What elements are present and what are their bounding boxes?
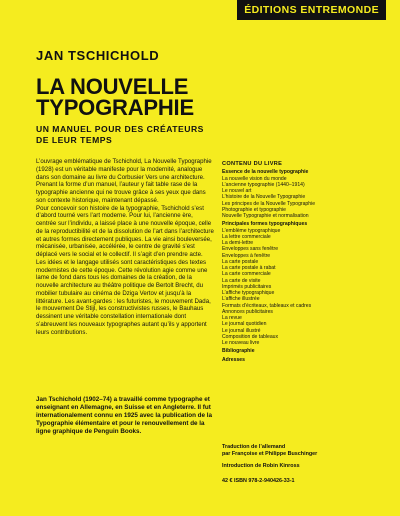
toc-item: Le journal quotidien	[222, 321, 267, 328]
toc-item: La revue	[222, 315, 242, 321]
table-of-contents	[222, 161, 392, 363]
subtitle-line: UN MANUEL POUR DES CRÉATEURS	[36, 124, 204, 134]
toc-item: L’affiche typographique	[222, 290, 275, 296]
subtitle-line: DE LEUR TEMPS	[36, 134, 113, 145]
toc-item: Les principes de la Nouvelle Typographie	[222, 200, 316, 207]
description-paragraph: Pour concevoir son histoire de la typographie, Tschichold s’est d’abord tourné vers l’art moderne. Pour lui, l’ancienne ère, centrée sur l’individu, a laissé place à une nouvelle époque, celle de la reproductibilité et de la dissolution de l’art dans l’architecture et autres formes directement publiques. La vie ainsi bouleversée, mécanisée, urbanisée, accélérée, le centre de gravité s’est déplacé vers le social et le collectif. Il s’agit d’en prendre acte.	[36, 204, 214, 258]
toc-sections	[222, 169, 392, 363]
publisher-badge: ÉDITIONS ENTREMONDE	[237, 0, 386, 20]
description-paragraph: Les idées et le langage utilisés sont caractéristiques des textes modernistes de cette époque. Cette révolution agie comme une lame de fond dans tous les domaines de la création, de la nouvelle architecture au théâtre politique de Bertolt Brecht, du mobilier tubulaire au cinéma de Dziga Vertov et jusqu’à la littérature. Les avant-gardes : les futuristes, le mouvement Dada, le mouvement De Stijl, les constructivistes russes, le Bauhaus dessinent une véritable constellation internationale dont s’abreuvent les nouveaux typographes autant qu’ils y apportent leurs contributions.	[36, 258, 211, 336]
toc-item: La carte commerciale	[222, 271, 271, 278]
toc-item: L’affiche illustrée	[222, 296, 260, 303]
toc-section-title: Adresses	[222, 356, 245, 363]
toc-item: La carte postale à rabat	[222, 265, 276, 271]
toc-item: L’histoire de la Nouvelle Typographie	[222, 194, 306, 201]
toc-item: Annonces publicitaires	[222, 308, 273, 315]
toc-item: Nouvelle Typographie et normalisation	[222, 213, 309, 219]
toc-heading: CONTENU DU LIVRE	[222, 161, 283, 167]
toc-item: Formats d’écriteaux, tableaux et cadres	[222, 302, 312, 309]
description-paragraph: L’ouvrage emblématique de Tschichold, La Nouvelle Typographie (1928) est un véritable manifeste pour la modernité, analogue dans son domaine au livre du Corbusier Vers une architecture. Prenant la forme d’un manuel, l’auteur y fait table rase de la typographie ancienne qui ne trouve grâce à ses yeux que dans son contexte historique, maintenant dépassé.	[36, 158, 212, 204]
author-bio: Jan Tschichold (1902–74) a travaillé comme typographe et enseignant en Allemagne, en Suisse et en Angleterre. Il fut internationalement connu en 1925 avec la publication de la Typographie élémentaire et pour le renouvellement de la ligne graphique de Penguin Books.	[36, 396, 213, 436]
author-name: JAN TSCHICHOLD	[36, 48, 160, 63]
toc-item: Photographie et typographie	[222, 206, 287, 213]
toc-section-title: Bibliographie	[222, 348, 255, 355]
translation-credit-line: Traduction de l’allemand	[222, 444, 286, 450]
translation-credit-line: par Françoise et Philippe Buschinger	[222, 451, 318, 457]
toc-item: Le nouvel art	[222, 188, 252, 194]
title-line: LA NOUVELLE	[36, 74, 189, 99]
toc-item: Imprimés publicitaires	[222, 283, 272, 290]
toc-item: Composition de tableaux	[222, 333, 279, 340]
credits	[222, 444, 392, 470]
toc-item: La nouvelle vision du monde	[222, 175, 287, 182]
toc-item: La carte de visite	[222, 277, 261, 284]
introduction-credit: Introduction de Robin Kinross	[222, 463, 300, 469]
toc-item: L’emblème typographique	[222, 227, 281, 234]
book-description	[36, 158, 214, 336]
title-line: TYPOGRAPHIE	[36, 95, 194, 120]
toc-item: L’ancienne typographie (1440–1914)	[222, 181, 305, 188]
toc-item: La lettre commerciale	[222, 233, 271, 240]
toc-item: Le nouveau livre	[222, 340, 260, 346]
book-subtitle	[36, 124, 204, 145]
toc-item: Enveloppes à fenêtre	[222, 252, 271, 259]
book-title	[36, 76, 194, 118]
price-isbn: 42 € ISBN 978-2-940426-33-1	[222, 478, 295, 484]
toc-item: La demi-lettre	[222, 240, 254, 246]
toc-item: La carte postale	[222, 258, 259, 265]
toc-section-title: Essence de la nouvelle typographie	[222, 169, 309, 176]
toc-item: Le journal illustré	[222, 327, 261, 334]
toc-item: Enveloppes sans fenêtre	[222, 246, 279, 253]
toc-section-title: Principales formes typographiques	[222, 221, 308, 228]
